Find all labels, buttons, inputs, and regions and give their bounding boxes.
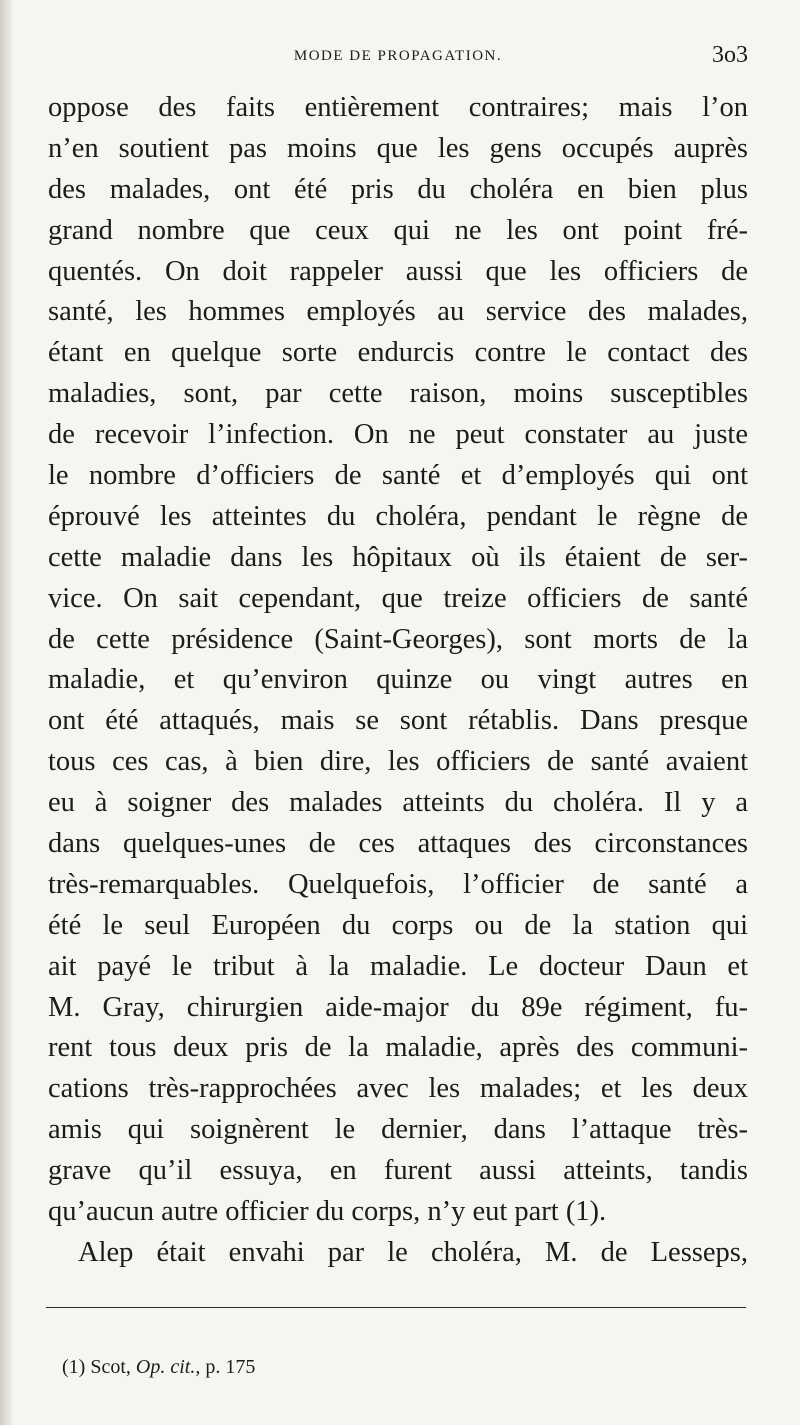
text-line: maladie, et qu’environ quinze ou vingt autres en xyxy=(48,664,748,696)
text-line: étant en quelque sorte endurcis contre le contact des xyxy=(48,337,748,369)
text-line: grave qu’il essuya, en furent aussi atteints, tandis xyxy=(48,1155,748,1187)
text-line: oppose des faits entièrement contraires; mais l’on xyxy=(48,92,748,123)
text-line: amis qui soignèrent le dernier, dans l’attaque très- xyxy=(48,1114,748,1146)
text-line: M. Gray, chirurgien aide-major du 89e régiment, fu- xyxy=(48,991,748,1023)
text-line: tous ces cas, à bien dire, les officiers de santé avaient xyxy=(48,746,748,778)
footnote xyxy=(62,1356,742,1379)
footnote-rule xyxy=(46,1307,746,1308)
text-line: quentés. On doit rappeler aussi que les officiers de xyxy=(48,255,748,287)
text-line: ait payé le tribut à la maladie. Le docteur Daun et xyxy=(48,950,748,982)
page-number: 3o3 xyxy=(712,42,748,68)
text-line: eu à soigner des malades atteints du choléra. Il y a xyxy=(48,787,748,819)
page-gutter-shadow xyxy=(0,0,12,1425)
text-line-paragraph-start: Alep était envahi par le choléra, M. de Lesseps, xyxy=(78,1236,748,1268)
text-line: éprouvé les atteintes du choléra, pendant le règne de xyxy=(48,500,748,532)
text-line: de cette présidence (Saint-Georges), sont morts de la xyxy=(48,623,748,655)
text-line: grand nombre que ceux qui ne les ont point fré- xyxy=(48,214,748,246)
text-line: cations très-rapprochées avec les malades; et les deux xyxy=(48,1073,748,1105)
page-header xyxy=(48,42,748,76)
text-line: rent tous deux pris de la maladie, après des communi- xyxy=(48,1032,748,1064)
text-line: santé, les hommes employés au service des malades, xyxy=(48,296,748,328)
text-line: cette maladie dans les hôpitaux où ils étaient de ser- xyxy=(48,541,748,573)
text-line: maladies, sont, par cette raison, moins susceptibles xyxy=(48,378,748,410)
footnote-author: Scot, xyxy=(90,1356,131,1378)
text-line: dans quelques-unes de ces attaques des circonstances xyxy=(48,828,748,860)
footnote-page: , p. 175 xyxy=(195,1356,256,1378)
text-line: très-remarquables. Quelquefois, l’officier de santé a xyxy=(48,868,748,900)
running-head: MODE DE PROPAGATION. xyxy=(293,48,503,64)
text-line: ont été attaqués, mais se sont rétablis. Dans presque xyxy=(48,705,748,737)
text-line: le nombre d’officiers de santé et d’employés qui ont xyxy=(48,460,748,492)
footnote-marker: (1) xyxy=(62,1356,86,1378)
text-line: vice. On sait cependant, que treize officiers de santé xyxy=(48,582,748,614)
text-line: n’en soutient pas moins que les gens occupés auprès xyxy=(48,132,748,164)
body-text xyxy=(48,88,748,1274)
footnote-citation: Op. cit. xyxy=(135,1356,196,1378)
text-line-paragraph-end: qu’aucun autre officier du corps, n’y eut part (1). xyxy=(48,1196,607,1228)
text-line: été le seul Européen du corps ou de la station qui xyxy=(48,909,748,941)
text-line: des malades, ont été pris du choléra en bien plus xyxy=(48,173,748,205)
text-line: de recevoir l’infection. On ne peut constater au juste xyxy=(48,419,748,451)
